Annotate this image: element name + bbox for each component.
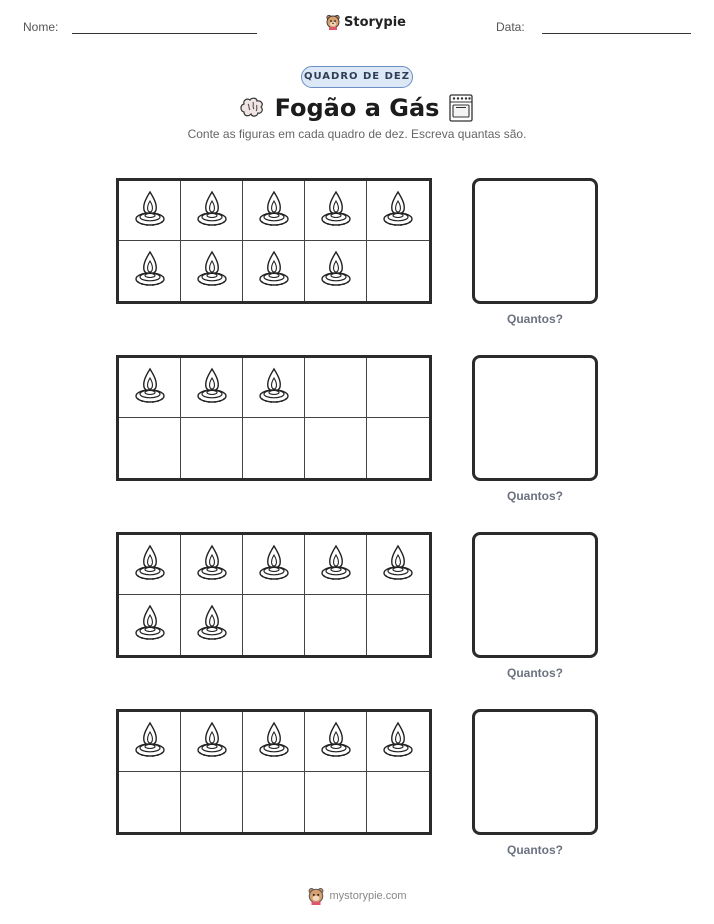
gas-burner-icon [134, 603, 166, 647]
ten-frame [116, 178, 432, 304]
gas-burner-icon [320, 720, 352, 764]
date-label: Data: [496, 20, 525, 34]
gas-burner-icon [196, 189, 228, 233]
gas-burner-icon [258, 189, 290, 233]
ten-frame-cell [305, 595, 367, 655]
ten-frame-cell [367, 181, 429, 241]
gas-burner-icon [134, 189, 166, 233]
ten-frame-cell [119, 712, 181, 772]
ten-frame-cell [305, 418, 367, 478]
ten-frame-cell [119, 418, 181, 478]
bear-mascot-icon [325, 14, 341, 30]
gas-burner-icon [320, 543, 352, 587]
answer-box[interactable] [472, 709, 598, 835]
ten-frame-cell [181, 595, 243, 655]
gas-burner-icon [196, 249, 228, 293]
page-title: Fogão a Gás [274, 94, 440, 122]
ten-frame-cell [367, 595, 429, 655]
bear-mascot-icon [307, 887, 325, 905]
ten-frame-cell [305, 181, 367, 241]
ten-frame-cell [243, 358, 305, 418]
ten-frame-cell [181, 181, 243, 241]
ten-frame-cell [119, 181, 181, 241]
ten-frame-cell [367, 712, 429, 772]
gas-burner-icon [320, 189, 352, 233]
footer [0, 887, 714, 905]
stove-icon [448, 93, 474, 123]
ten-frame-cell [243, 595, 305, 655]
gas-burner-icon [320, 249, 352, 293]
gas-burner-icon [134, 720, 166, 764]
ten-frame-cell [243, 535, 305, 595]
how-many-label: Quantos? [507, 489, 563, 503]
gas-burner-icon [134, 249, 166, 293]
gas-burner-icon [134, 543, 166, 587]
ten-frame-cell [119, 535, 181, 595]
ten-frame-cell [119, 358, 181, 418]
ten-frame-cell [305, 241, 367, 301]
gas-burner-icon [196, 603, 228, 647]
gas-burner-icon [258, 543, 290, 587]
brand-logo [325, 14, 406, 30]
ten-frame-cell [367, 358, 429, 418]
ten-frame-cell [243, 181, 305, 241]
answer-box[interactable] [472, 532, 598, 658]
ten-frame-cell [181, 535, 243, 595]
ten-frame-cell [243, 241, 305, 301]
ten-frame-cell [119, 241, 181, 301]
gas-burner-icon [134, 366, 166, 410]
gas-burner-icon [258, 720, 290, 764]
ten-frame-cell [305, 772, 367, 832]
ten-frame-cell [305, 358, 367, 418]
gas-burner-icon [196, 366, 228, 410]
ten-frame-cell [181, 241, 243, 301]
how-many-label: Quantos? [507, 666, 563, 680]
name-line[interactable] [72, 33, 257, 34]
ten-frame-cell [119, 772, 181, 832]
ten-frame-cell [181, 358, 243, 418]
answer-box[interactable] [472, 178, 598, 304]
gas-burner-icon [258, 366, 290, 410]
ten-frame-cell [243, 772, 305, 832]
gas-burner-icon [196, 720, 228, 764]
ten-frame [116, 532, 432, 658]
ten-frame-cell [181, 712, 243, 772]
ten-frame [116, 355, 432, 481]
how-many-label: Quantos? [507, 843, 563, 857]
ten-frame-cell [305, 535, 367, 595]
ten-frame-cell [367, 535, 429, 595]
gas-burner-icon [382, 720, 414, 764]
ten-frame-cell [243, 418, 305, 478]
ten-frame-cell [305, 712, 367, 772]
how-many-label: Quantos? [507, 312, 563, 326]
answer-box[interactable] [472, 355, 598, 481]
ten-frame-cell [181, 418, 243, 478]
gas-burner-icon [258, 249, 290, 293]
gas-burner-icon [382, 189, 414, 233]
worksheet-type-badge: QUADRO DE DEZ [301, 66, 413, 88]
instructions: Conte as figuras em cada quadro de dez. Escreva quantas são. [187, 127, 527, 141]
gas-burner-icon [382, 543, 414, 587]
name-label: Nome: [23, 20, 59, 34]
date-line[interactable] [542, 33, 691, 34]
gas-burner-icon [196, 543, 228, 587]
ten-frame-cell [367, 241, 429, 301]
ten-frame-cell [367, 418, 429, 478]
footer-url[interactable]: mystorypie.com [329, 890, 407, 902]
ten-frame-cell [367, 772, 429, 832]
brand-name: Storypie [344, 14, 406, 30]
title-row [0, 92, 714, 124]
ten-frame-cell [119, 595, 181, 655]
ten-frame-cell [243, 712, 305, 772]
ten-frame-cell [181, 772, 243, 832]
ten-frame [116, 709, 432, 835]
